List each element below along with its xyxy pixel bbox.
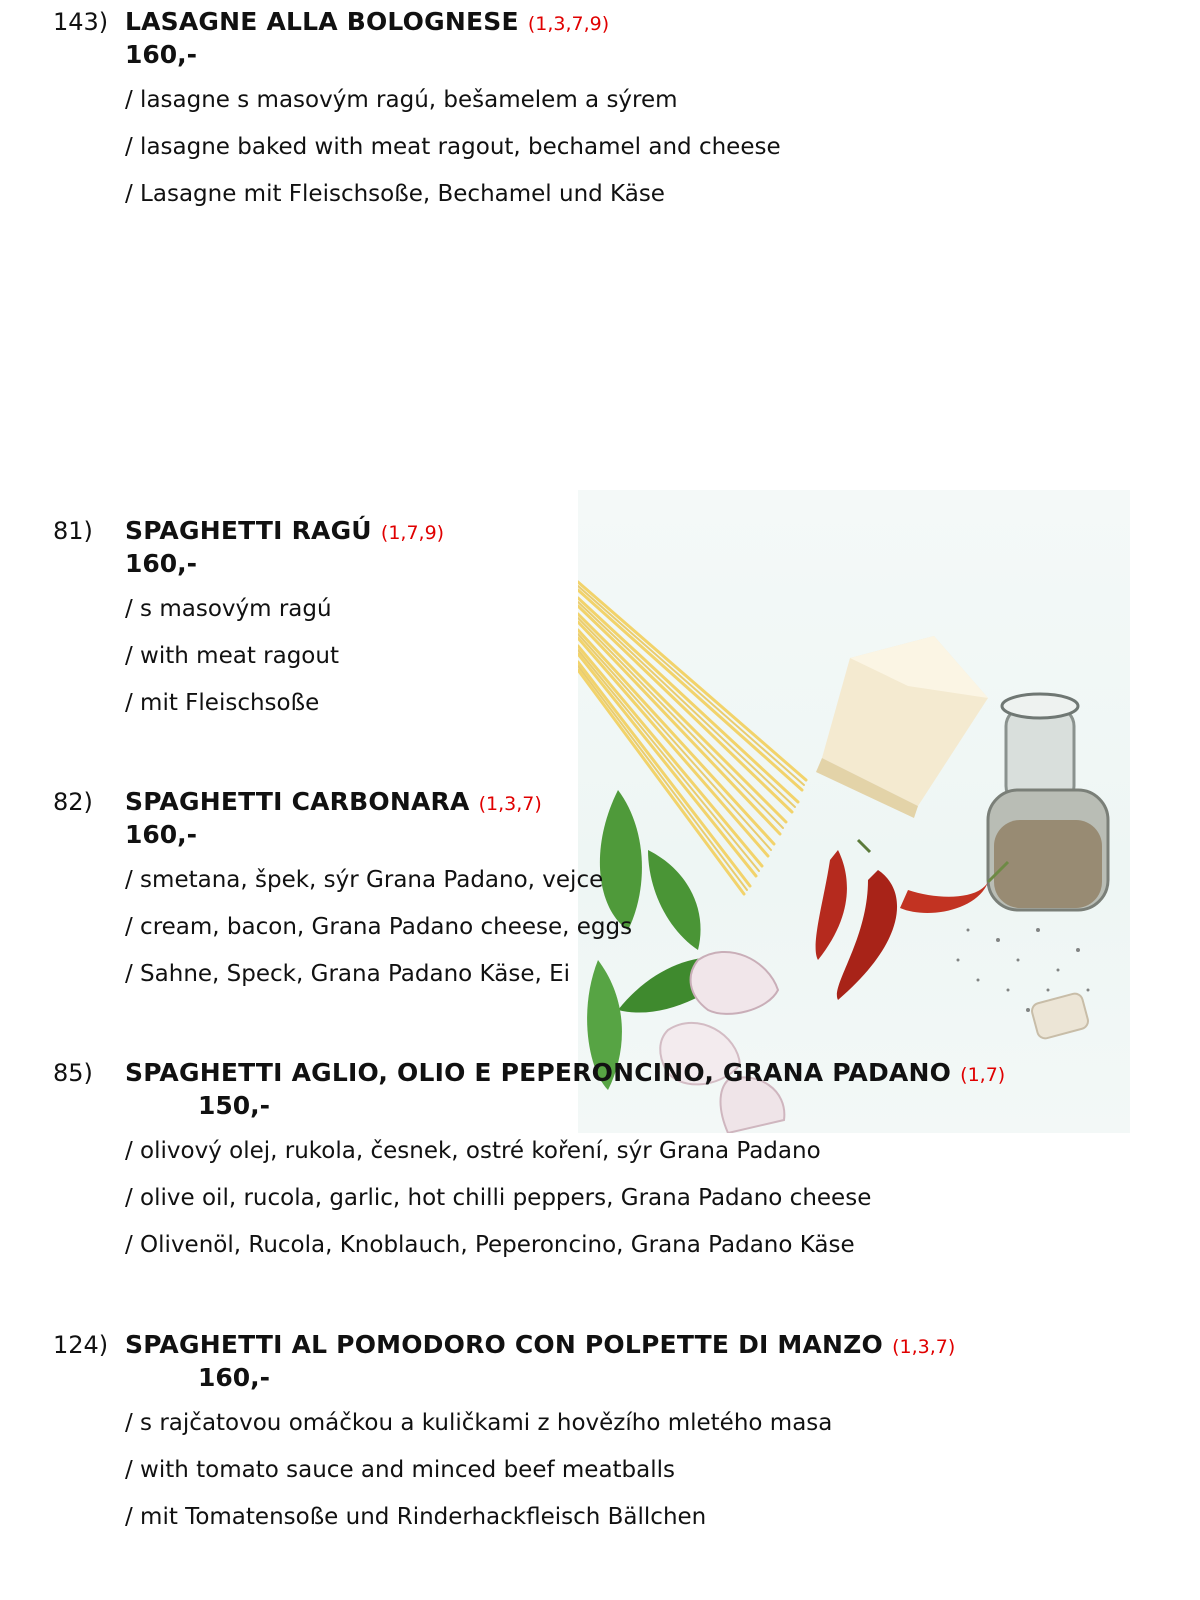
- description-en: / cream, bacon, Grana Padano cheese, eggs: [125, 914, 633, 940]
- description-en: / lasagne baked with meat ragout, bechamel and cheese: [125, 134, 781, 160]
- item-number: 124): [53, 1331, 109, 1359]
- description-cz: / olivový olej, rukola, česnek, ostré koření, sýr Grana Padano: [125, 1138, 821, 1164]
- pasta-ingredients-photo: [578, 490, 1130, 1133]
- description-cz: / smetana, špek, sýr Grana Padano, vejce: [125, 867, 604, 893]
- item-title: [125, 514, 444, 551]
- item-name: SPAGHETTI AGLIO, OLIO E PEPERONCINO, GRANA PADANO: [125, 1058, 952, 1087]
- description-cz: / s rajčatovou omáčkou a kuličkami z hovězího mletého masa: [125, 1410, 833, 1436]
- item-name: SPAGHETTI RAGÚ: [125, 516, 372, 545]
- item-title: [125, 5, 609, 42]
- item-number: 81): [53, 517, 93, 545]
- item-name: LASAGNE ALLA BOLOGNESE: [125, 7, 519, 36]
- item-price: 150,-: [198, 1091, 271, 1120]
- item-name: SPAGHETTI AL POMODORO CON POLPETTE DI MANZO: [125, 1330, 883, 1359]
- description-de: / Olivenöl, Rucola, Knoblauch, Peperoncino, Grana Padano Käse: [125, 1232, 855, 1258]
- description-de: / Sahne, Speck, Grana Padano Käse, Ei: [125, 961, 571, 987]
- item-title: [125, 785, 542, 822]
- item-name: SPAGHETTI CARBONARA: [125, 787, 470, 816]
- description-de: / Lasagne mit Fleischsoße, Bechamel und Käse: [125, 181, 665, 207]
- item-number: 85): [53, 1059, 93, 1087]
- item-number: 82): [53, 788, 93, 816]
- allergen-codes: (1,7,9): [380, 522, 445, 544]
- description-en: / with meat ragout: [125, 643, 339, 669]
- item-price: 160,-: [198, 1363, 271, 1392]
- allergen-codes: (1,3,7,9): [527, 13, 610, 35]
- description-en: / olive oil, rucola, garlic, hot chilli peppers, Grana Padano cheese: [125, 1185, 872, 1211]
- item-title: [125, 1328, 955, 1365]
- description-de: / mit Tomatensoße und Rinderhackfleisch Bällchen: [125, 1504, 707, 1530]
- item-price: 160,-: [125, 820, 198, 849]
- item-number: 143): [53, 8, 109, 36]
- description-cz: / lasagne s masovým ragú, bešamelem a sýrem: [125, 87, 678, 113]
- allergen-codes: (1,7): [960, 1064, 1006, 1086]
- description-de: / mit Fleischsoße: [125, 690, 320, 716]
- description-en: / with tomato sauce and minced beef meatballs: [125, 1457, 676, 1483]
- allergen-codes: (1,3,7): [478, 793, 542, 815]
- description-cz: / s masovým ragú: [125, 596, 332, 622]
- allergen-codes: (1,3,7): [892, 1336, 956, 1358]
- item-price: 160,-: [125, 549, 198, 578]
- item-price: 160,-: [125, 40, 198, 69]
- item-title: [125, 1056, 1005, 1093]
